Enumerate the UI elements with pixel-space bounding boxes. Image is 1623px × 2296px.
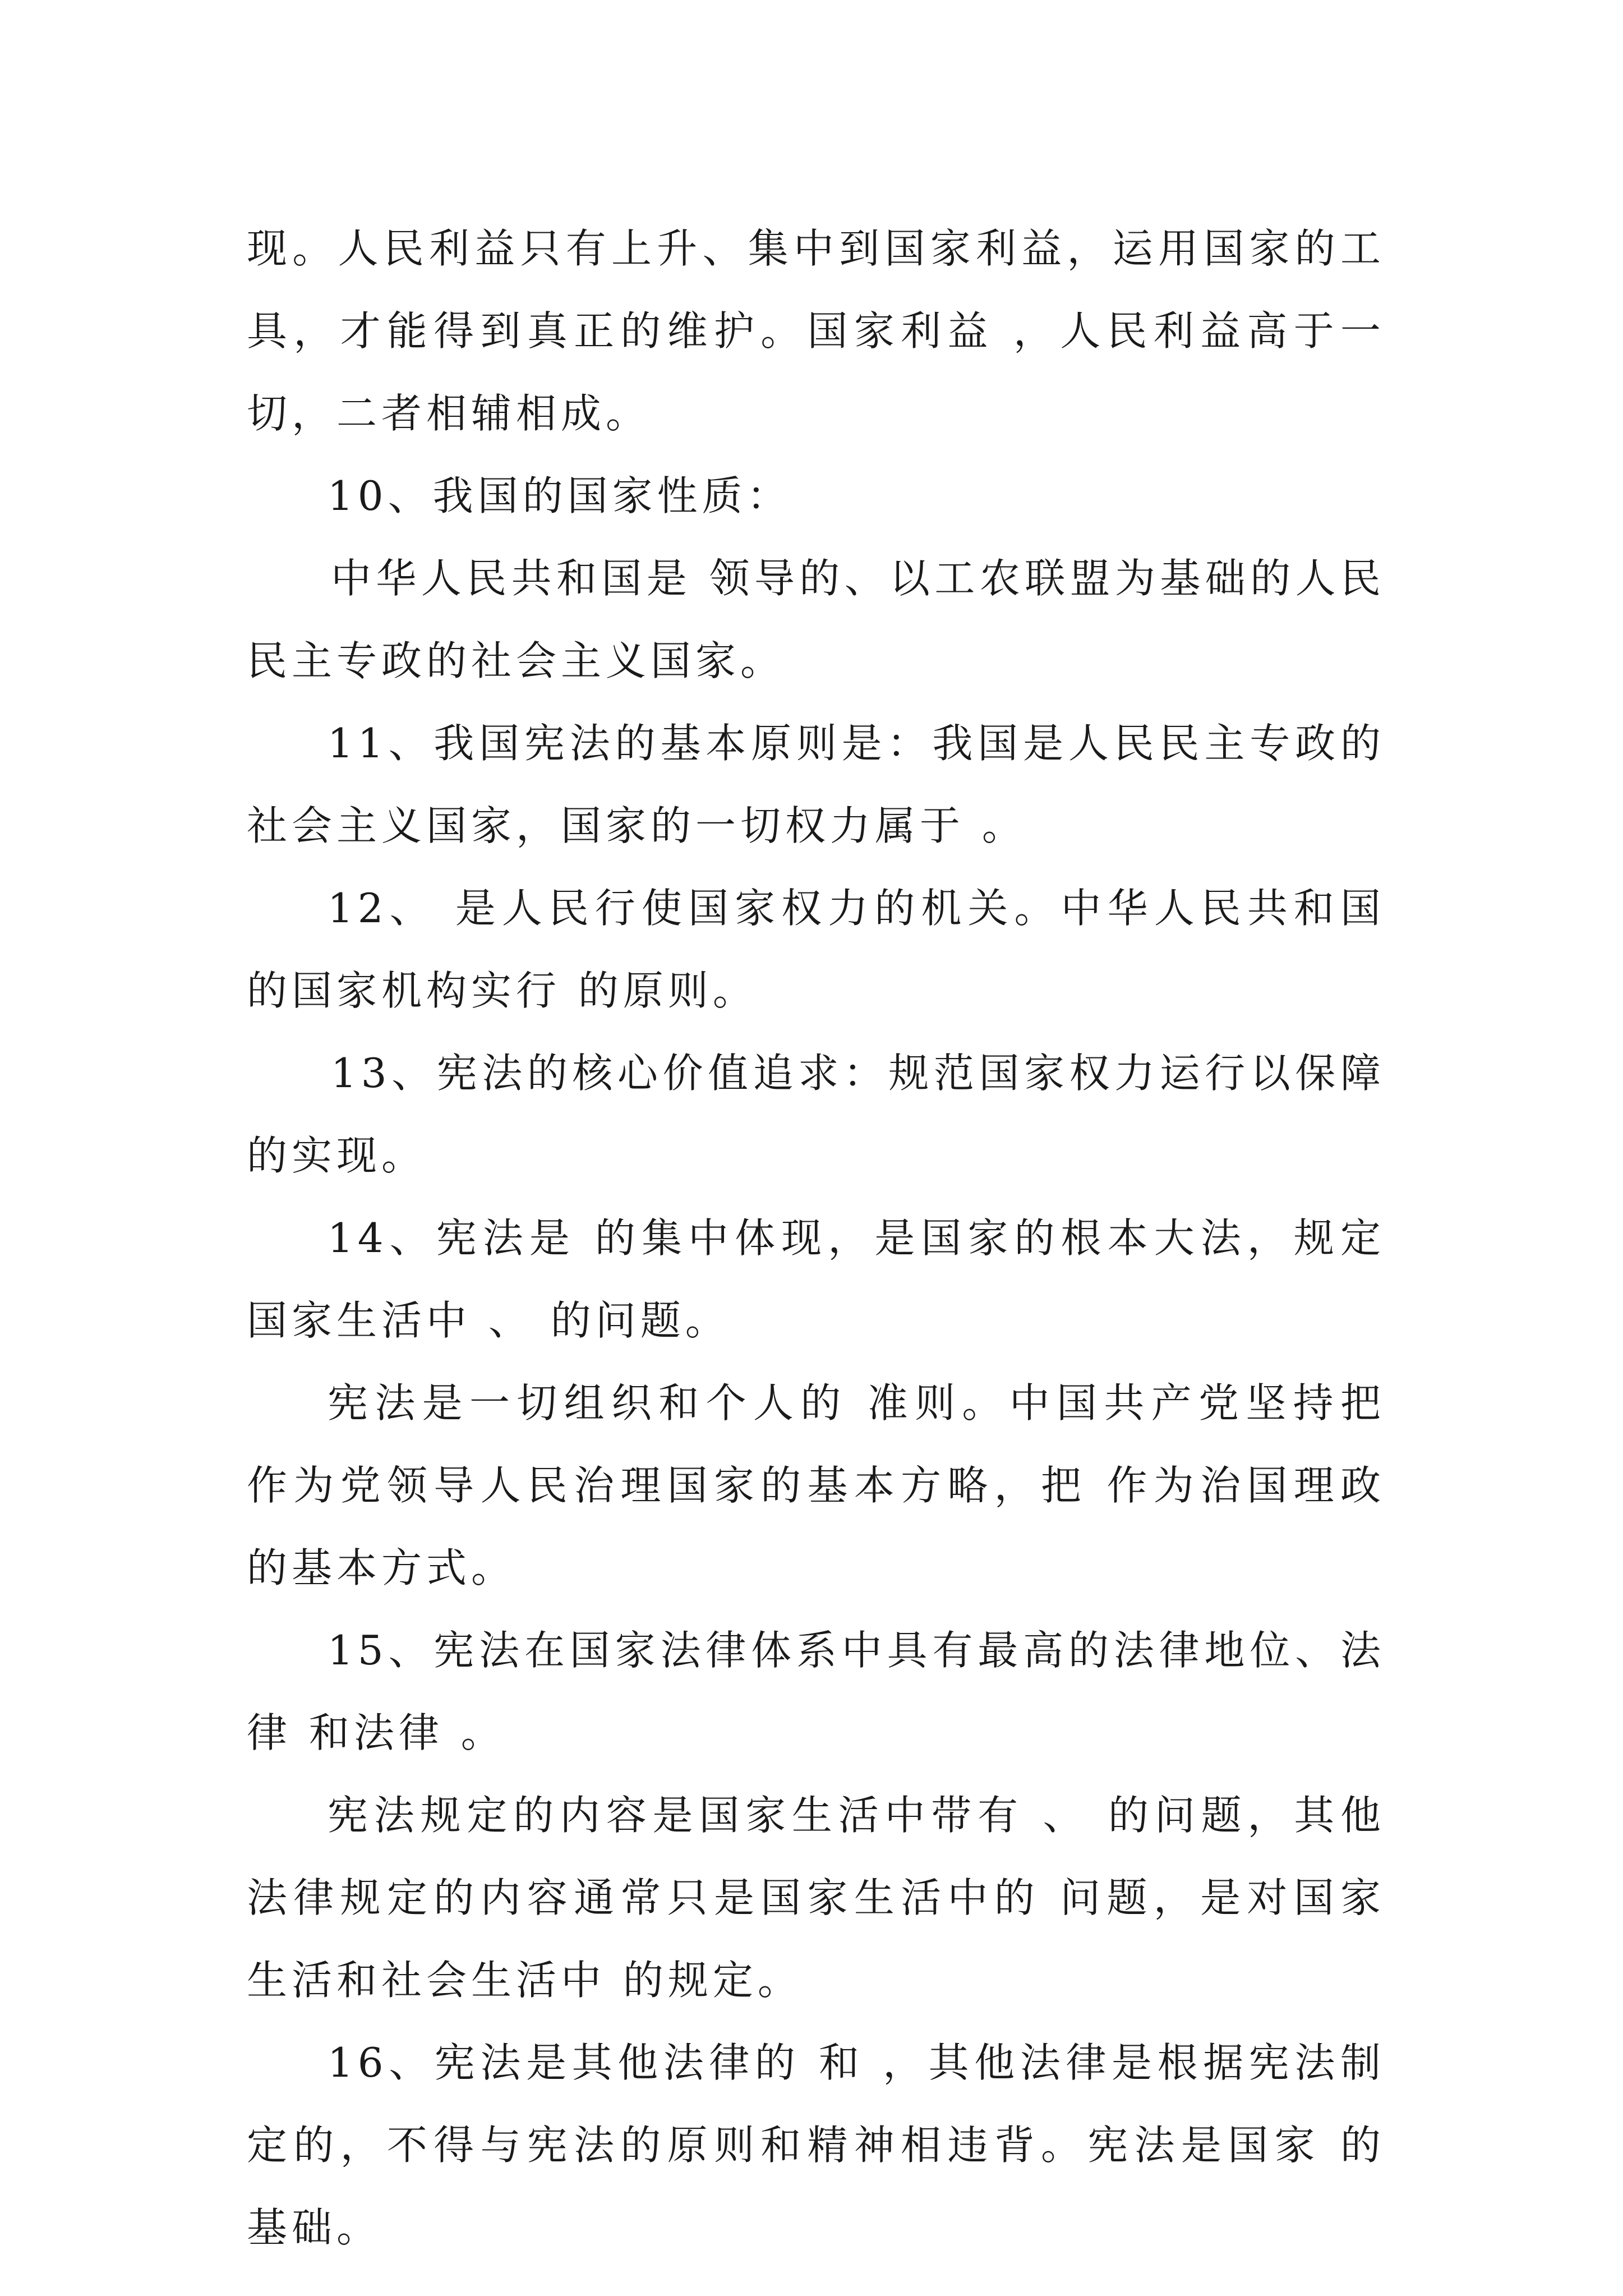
paragraph-13: 13、宪法的核心价值追求：规范国家权力运行以保障 的实现。 (247, 1050, 1385, 1179)
paragraph-12: 12、 是人民行使国家权力的机关。中华人民共和国的国家机构实行 的原则。 (247, 885, 1385, 1014)
paragraph-10-heading: 10、我国的国家性质： (328, 472, 792, 519)
paragraph-15-continued: 宪法规定的内容是国家生活中带有 、 的问题，其他法律规定的内容通常只是国家生活中的 问题，是对国家生活和社会生活中 的规定。 (247, 1792, 1385, 2004)
paragraph-continuation: 现。人民利益只有上升、集中到国家利益，运用国家的工具，才能得到真正的维护。国家利益 ，人民利益高于一切，二者相辅相成。 (247, 225, 1385, 437)
paragraph-11: 11、我国宪法的基本原则是：我国是人民民主专政的社会主义国家，国家的一切权力属于 。 (247, 720, 1385, 849)
document-page (247, 208, 1385, 2269)
paragraph-14-continued: 宪法是一切组织和个人的 准则。中国共产党坚持把 作为党领导人民治理国家的基本方略，把 作为治国理政的基本方式。 (247, 1379, 1385, 1591)
paragraph-15: 15、宪法在国家法律体系中具有最高的法律地位、法律 和法律 。 (247, 1627, 1385, 1756)
paragraph-10-body: 中华人民共和国是 领导的、以工农联盟为基础的人民民主专政的社会主义国家。 (247, 555, 1385, 684)
paragraph-14: 14、宪法是 的集中体现，是国家的根本大法，规定国家生活中 、 的问题。 (247, 1214, 1385, 1344)
paragraph-16: 16、宪法是其他法律的 和 ，其他法律是根据宪法制定的，不得与宪法的原则和精神相违背。宪法是国家 的基础。 (247, 2039, 1385, 2251)
